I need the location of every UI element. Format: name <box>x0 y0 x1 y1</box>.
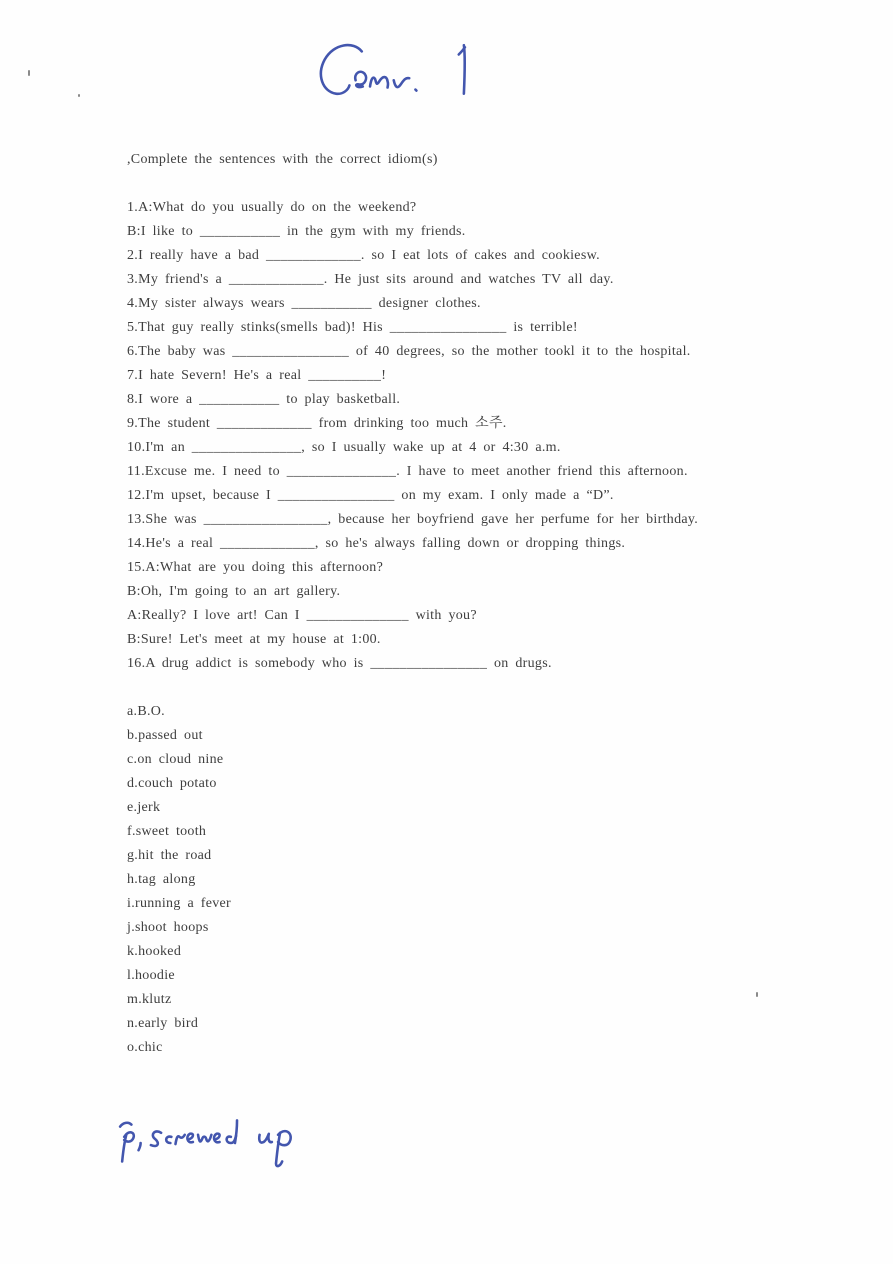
idiom-option-j: j.shoot hoops <box>127 920 209 935</box>
idiom-option-list <box>127 700 767 1060</box>
question-3: 3.My friend's a _____________. He just sits around and watches TV all day. <box>127 272 614 287</box>
idiom-option-c: c.on cloud nine <box>127 752 224 767</box>
idiom-option-d: d.couch potato <box>127 776 217 791</box>
instruction-line <box>127 148 767 172</box>
question-6: 6.The baby was ________________ of 40 degrees, so the mother tookl it to the hospital. <box>127 344 691 359</box>
idiom-option-f: f.sweet tooth <box>127 824 207 839</box>
question-5: 5.That guy really stinks(smells bad)! His ________________ is terrible! <box>127 320 578 335</box>
question-15-line-d: B:Sure! Let's meet at my house at 1:00. <box>127 632 381 647</box>
worksheet-body <box>127 148 767 1060</box>
question-14: 14.He's a real _____________, so he's always falling down or dropping things. <box>127 536 626 551</box>
idiom-option-a: a.B.O. <box>127 704 165 719</box>
handwritten-option-p-ink <box>116 1112 316 1172</box>
idiom-option-i: i.running a fever <box>127 896 232 911</box>
question-11: 11.Excuse me. I need to _______________. I have to meet another friend this afternoon. <box>127 464 688 479</box>
question-15-line-c: A:Really? I love art! Can I ______________ with you? <box>127 608 477 623</box>
question-9: 9.The student _____________ from drinking too much 소주. <box>127 416 507 431</box>
idiom-option-b: b.passed out <box>127 728 203 743</box>
instruction-text: ,Complete the sentences with the correct idiom(s) <box>127 152 438 167</box>
idiom-option-g: g.hit the road <box>127 848 212 863</box>
question-16: 16.A drug addict is somebody who is ________________ on drugs. <box>127 656 552 671</box>
question-15-line-a: 15.A:What are you doing this afternoon? <box>127 560 384 575</box>
question-12: 12.I'm upset, because I ________________ on my exam. I only made a “D”. <box>127 488 614 503</box>
idiom-option-m: m.klutz <box>127 992 172 1007</box>
question-4: 4.My sister always wears ___________ designer clothes. <box>127 296 481 311</box>
question-8: 8.I wore a ___________ to play basketball. <box>127 392 401 407</box>
idiom-option-n: n.early bird <box>127 1016 199 1031</box>
idiom-option-l: l.hoodie <box>127 968 175 983</box>
idiom-option-e: e.jerk <box>127 800 161 815</box>
idiom-option-k: k.hooked <box>127 944 182 959</box>
question-1-line-b: B:I like to ___________ in the gym with my friends. <box>127 224 466 239</box>
question-2: 2.I really have a bad _____________. so I eat lots of cakes and cookiesw. <box>127 248 600 263</box>
idiom-option-h: h.tag along <box>127 872 196 887</box>
handwritten-title-ink <box>312 38 492 104</box>
question-1-line-a: 1.A:What do you usually do on the weekend? <box>127 200 417 215</box>
question-13: 13.She was _________________, because her boyfriend gave her perfume for her birthday. <box>127 512 699 527</box>
scan-speck <box>78 94 80 97</box>
scan-speck <box>28 70 30 76</box>
idiom-option-o: o.chic <box>127 1040 163 1055</box>
question-15-line-b: B:Oh, I'm going to an art gallery. <box>127 584 341 599</box>
question-10: 10.I'm an _______________, so I usually wake up at 4 or 4:30 a.m. <box>127 440 561 455</box>
question-7: 7.I hate Severn! He's a real __________! <box>127 368 387 383</box>
